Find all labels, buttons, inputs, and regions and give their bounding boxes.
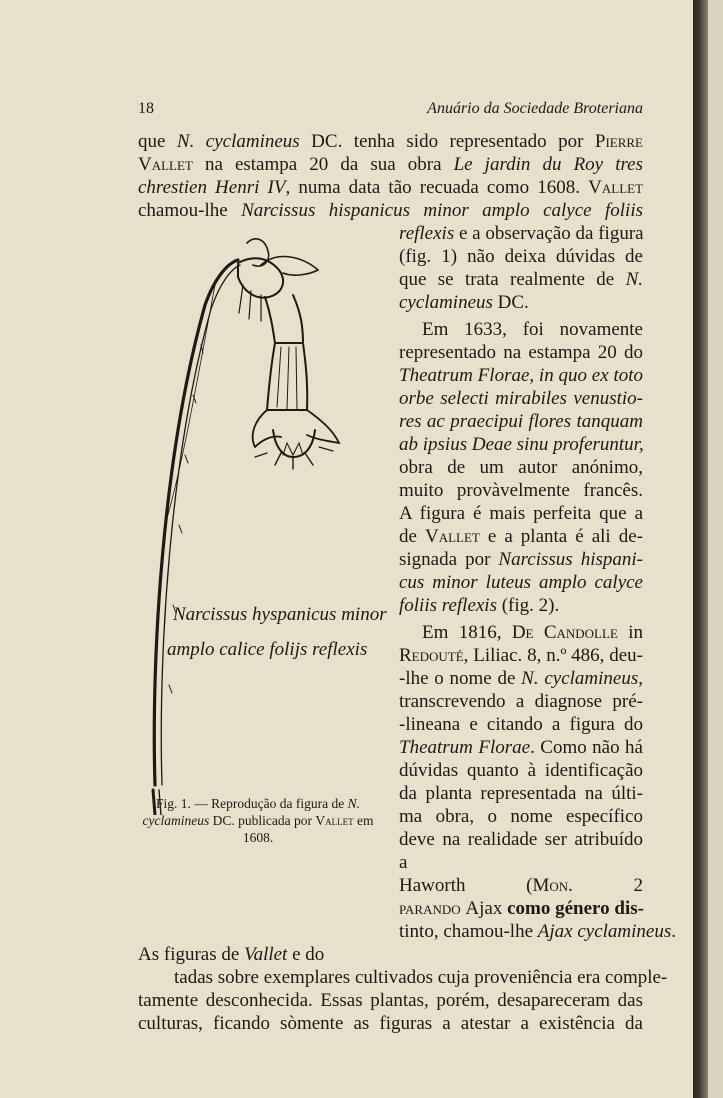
text-line: chamou-lhe Narcissus hispanicus minor amplo calyce foliis	[138, 200, 643, 221]
text-line: cus minor luteus amplo calyce	[399, 572, 643, 593]
text-line: A figura é mais perfeita que a	[399, 503, 643, 524]
text-line: de Vallet e a planta é ali de-	[399, 526, 643, 547]
text-line: tinto, chamou-lhe Ajax cyclamineus.	[399, 921, 677, 942]
text-line: tadas sobre exemplares cultivados cuja proveniência era comple-	[174, 967, 668, 988]
text-line: que se trata realmente de N.	[399, 269, 643, 290]
text-line: -lhe o nome de N. cyclamineus,	[399, 668, 643, 689]
text-line: a	[399, 852, 408, 873]
text-line: representado na estampa 20 do	[399, 342, 643, 363]
text-line: dúvidas quanto à identificação	[399, 760, 643, 781]
text-line: cyclamineus DC.	[399, 292, 529, 313]
handwritten-label-line-2: amplo calice folijs reflexis	[167, 639, 368, 660]
text-line: que N. cyclamineus DC. tenha sido representado por Pierre	[138, 131, 643, 152]
text-line: res ac praecipui flores tanquam	[399, 411, 643, 432]
text-line: tamente desconhecida. Essas plantas, porém, desapareceram das	[138, 990, 643, 1011]
running-title: Anuário da Sociedade Broteriana	[427, 100, 643, 117]
text-line: Vallet na estampa 20 da sua obra Le jardin du Roy tres	[138, 154, 643, 175]
text-line: (fig. 1) não deixa dúvidas de	[399, 246, 643, 267]
text-line: muito provàvelmente francês.	[399, 480, 643, 501]
text-line: Theatrum Florae. Como não há	[399, 737, 643, 758]
text-line: parando Ajax como género dis-	[399, 898, 644, 919]
handwritten-label-line-1: Narcissus hyspanicus minor	[173, 604, 387, 625]
narcissus-illustration	[143, 225, 388, 815]
page-edge	[693, 0, 708, 1098]
figure-caption: Fig. 1. — Reprodução da figura de N. cyclamineus DC. publicada por Vallet em 1608.	[142, 796, 374, 845]
text-line: ab ipsius Deae sinu proferuntur,	[399, 434, 644, 455]
page-number: 18	[138, 100, 154, 117]
text-line: Em 1633, foi novamente	[422, 319, 643, 340]
text-line: As figuras de Vallet e do	[138, 944, 325, 965]
text-line: chrestien Henri IV, numa data tão recuada como 1608. Vallet	[138, 177, 644, 198]
text-line: culturas, ficando sòmente as figuras a atestar a existência da	[138, 1013, 643, 1034]
page-header	[138, 100, 643, 122]
text-line: orbe selecti mirabiles venustio-	[399, 388, 643, 409]
text-line: -lineana e citando a figura do	[399, 714, 643, 735]
text-line: deve na realidade ser atribuído	[399, 829, 643, 850]
text-line: Theatrum Florae, in quo ex toto	[399, 365, 643, 386]
text-line: Haworth (Mon. 2	[399, 875, 643, 896]
text-line: Redouté, Liliac. 8, n.º 486, deu-	[399, 645, 643, 666]
text-line: foliis reflexis (fig. 2).	[399, 595, 560, 616]
text-line: da planta representada na últi-	[399, 783, 643, 804]
text-line: transcrevendo a diagnose pré-	[399, 691, 643, 712]
text-line: Em 1816, De Candolle in	[422, 622, 644, 643]
text-line: ma obra, o nome específico	[399, 806, 643, 827]
text-line: signada por Narcissus hispani-	[399, 549, 643, 570]
text-line: obra de um autor anónimo,	[399, 457, 643, 478]
text-line: reflexis e a observação da figura	[399, 223, 644, 244]
